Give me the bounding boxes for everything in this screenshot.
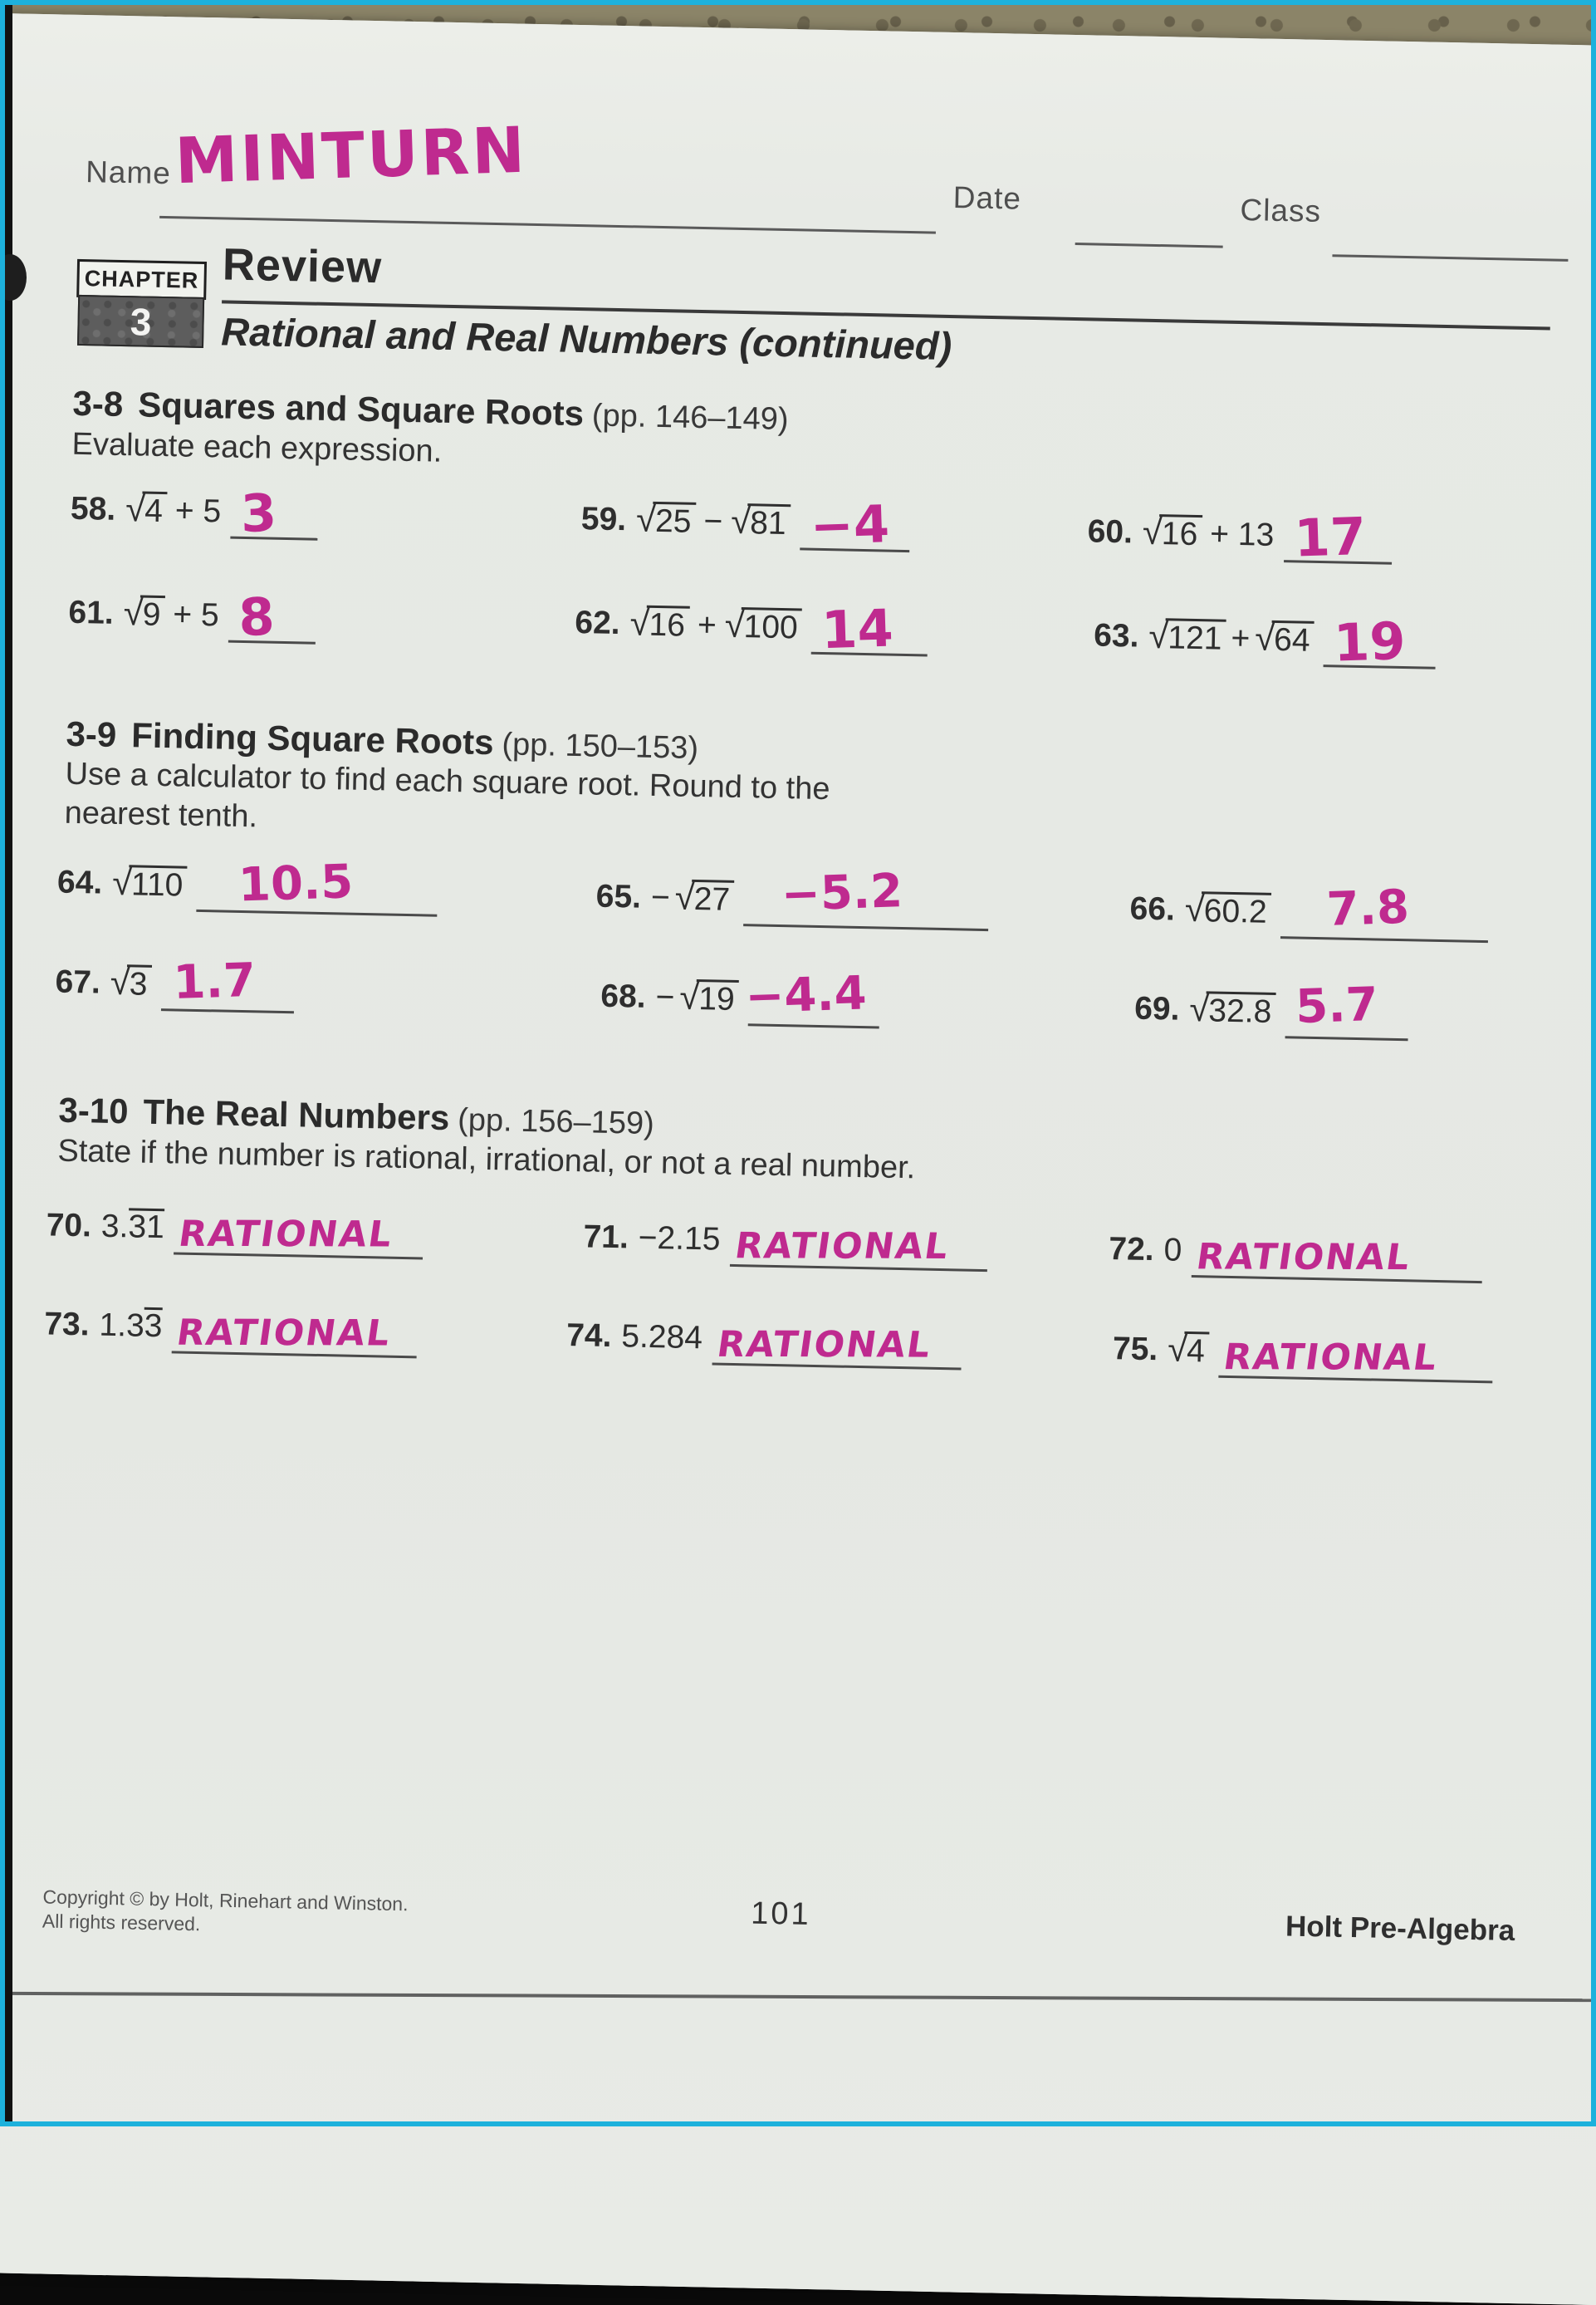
- problem-number: 75.: [1112, 1331, 1158, 1368]
- repeating-bar-digits: 31: [128, 1209, 165, 1246]
- handwritten-answer: 1.7: [172, 953, 257, 1010]
- radical: [724, 607, 802, 646]
- radicand: √ 60.2: [1201, 891, 1271, 930]
- page-number: 101: [750, 1895, 812, 1933]
- handwritten-answer: 8: [237, 586, 276, 649]
- section-3-9-pages: (pp. 150–153): [502, 727, 699, 767]
- section-3-9-title: Finding Square Roots: [130, 715, 495, 763]
- problem-number: 68.: [600, 978, 647, 1015]
- problem-75: [1112, 1330, 1494, 1380]
- section-3-10-instruction: State if the number is rational, irrational, or not a real number.: [57, 1133, 916, 1186]
- handwritten-answer: 7.8: [1325, 880, 1410, 937]
- chapter-badge: [76, 259, 207, 300]
- radicand: √ 64: [1271, 620, 1314, 659]
- answer-blank: [197, 854, 438, 917]
- radicand: √ 3: [126, 964, 152, 1003]
- page-subtitle: Rational and Real Numbers (continued): [220, 309, 952, 369]
- answer-blank: [712, 1323, 962, 1371]
- answer-blank: [1284, 505, 1393, 569]
- handwritten-answer: RATIONAL: [1221, 1336, 1441, 1380]
- name-label: Name: [85, 154, 172, 191]
- handwritten-answer: 17: [1293, 505, 1367, 569]
- number-value: 0: [1163, 1232, 1182, 1268]
- class-line: [1332, 254, 1568, 262]
- answer-blank: [231, 482, 319, 545]
- radicand: √ 100: [741, 607, 802, 645]
- answer-blank: [800, 493, 910, 557]
- answer-blank: [1324, 610, 1437, 674]
- repeating-bar-digits: 3: [144, 1307, 163, 1345]
- number-part: 3.: [100, 1208, 129, 1245]
- problem-number: 61.: [68, 594, 115, 631]
- section-3-8-pages: (pp. 146–149): [591, 398, 789, 438]
- class-label: Class: [1240, 192, 1322, 228]
- radicand: √ 121: [1165, 618, 1226, 656]
- answer-blank: [1285, 977, 1409, 1041]
- answer-blank: [1192, 1235, 1483, 1283]
- radical: [123, 595, 165, 633]
- handwritten-name: MINTURN: [174, 112, 529, 199]
- answer-blank: [1218, 1336, 1493, 1384]
- radicand: √ 4: [142, 492, 168, 530]
- problem-60: [1087, 505, 1392, 569]
- sign: −: [650, 879, 671, 916]
- section-3-10-title: The Real Numbers: [143, 1091, 450, 1138]
- sign: −: [655, 978, 675, 1016]
- handwritten-answer: RATIONAL: [176, 1214, 396, 1256]
- chapter-number-badge: [77, 295, 204, 348]
- radical: [679, 979, 739, 1018]
- problem-65: [595, 863, 989, 923]
- radical: [1255, 620, 1314, 658]
- section-3-10-heading: [58, 1091, 654, 1142]
- problem-74: [565, 1317, 962, 1366]
- worksheet-content: [0, 13, 1596, 2171]
- answer-blank: [811, 597, 928, 661]
- problem-66: [1129, 880, 1489, 937]
- problem-number: 72.: [1108, 1231, 1155, 1268]
- radical: [674, 879, 734, 917]
- radical: [125, 491, 168, 529]
- expression-tail: + 5: [174, 493, 222, 530]
- radical: [1142, 514, 1202, 552]
- radicand: √ 25: [653, 502, 696, 540]
- problem-number: 70.: [46, 1207, 92, 1244]
- radicand: √ 110: [129, 865, 188, 903]
- copyright-line2: All rights reserved.: [42, 1910, 201, 1935]
- handwritten-answer: RATIONAL: [1193, 1236, 1414, 1279]
- handwritten-answer: 14: [820, 597, 895, 661]
- problem-number: 71.: [583, 1219, 629, 1256]
- photo-left-edge: [4, 5, 12, 2121]
- answer-blank: [1280, 880, 1489, 943]
- problem-73: [43, 1305, 418, 1355]
- handwritten-answer: −4.4: [744, 965, 868, 1024]
- radicand: √ 16: [646, 606, 689, 644]
- answer-blank: [743, 863, 989, 931]
- problem-number: 63.: [1093, 617, 1139, 655]
- radicand: √ 27: [691, 880, 734, 918]
- chapter-number: 3: [130, 299, 152, 344]
- problem-71: [583, 1219, 988, 1268]
- answer-blank: [161, 953, 295, 1013]
- problem-number: 74.: [565, 1317, 612, 1355]
- page-title: Review: [222, 239, 383, 293]
- radicand: √ 19: [696, 979, 739, 1018]
- copyright-notice: [42, 1885, 409, 1940]
- problem-number: 58.: [70, 490, 116, 527]
- radical: [1148, 618, 1226, 657]
- radicand: √ 32.8: [1206, 991, 1276, 1030]
- operator: −: [703, 503, 723, 540]
- problem-number: 65.: [595, 878, 642, 915]
- handwritten-answer: 19: [1333, 610, 1407, 674]
- problem-number: 64.: [56, 864, 103, 901]
- problem-number: 67.: [55, 964, 101, 1001]
- radical: [1189, 991, 1276, 1030]
- radical: [629, 605, 689, 643]
- operator: +: [697, 606, 717, 644]
- chapter-badge-label: CHAPTER: [84, 265, 199, 293]
- number-value: [100, 1208, 164, 1247]
- handwritten-answer: −4: [809, 493, 890, 557]
- answer-blank: [228, 586, 316, 649]
- problem-64: [56, 854, 438, 913]
- name-line: [159, 216, 936, 234]
- radicand: √ 81: [747, 503, 791, 542]
- problem-number: 66.: [1129, 890, 1176, 928]
- answer-blank: [174, 1212, 423, 1259]
- handwritten-answer: −5.2: [781, 863, 904, 922]
- expression-tail: + 13: [1209, 516, 1275, 553]
- date-line: [1075, 243, 1223, 248]
- section-3-8-instruction: Evaluate each expression.: [71, 426, 443, 469]
- problem-72: [1108, 1231, 1483, 1279]
- book-title: Holt Pre-Algebra: [1285, 1910, 1515, 1948]
- answer-blank: [172, 1311, 418, 1358]
- section-3-8-title: Squares and Square Roots: [137, 385, 585, 434]
- problem-61: [68, 586, 316, 649]
- number-value: 5.284: [620, 1318, 703, 1356]
- problem-68: [600, 965, 880, 1024]
- handwritten-answer: 10.5: [237, 854, 355, 913]
- operator: +: [1231, 620, 1251, 657]
- problem-number: 73.: [43, 1306, 90, 1343]
- problem-67: [55, 953, 295, 1010]
- problem-58: [70, 482, 319, 545]
- problem-62: [574, 597, 928, 661]
- problem-number: 60.: [1087, 513, 1133, 551]
- radicand: √ 9: [140, 595, 165, 633]
- radical: [110, 964, 152, 1003]
- section-3-10-number: 3-10: [58, 1090, 130, 1131]
- radical: [1168, 1332, 1210, 1370]
- section-3-9-instruction-line2: nearest tenth.: [64, 795, 258, 835]
- answer-blank: [730, 1224, 988, 1272]
- number-value: [99, 1307, 163, 1346]
- radical: [731, 503, 791, 542]
- radical: [1184, 891, 1271, 930]
- handwritten-answer: 3: [239, 482, 278, 545]
- number-part: 1.3: [99, 1307, 145, 1344]
- handwritten-answer: RATIONAL: [174, 1312, 394, 1355]
- section-3-8-number: 3-8: [72, 383, 124, 424]
- handwritten-answer: RATIONAL: [732, 1225, 952, 1268]
- problem-number: 69.: [1133, 990, 1180, 1027]
- problem-59: [580, 493, 910, 557]
- worksheet-paper: [0, 13, 1596, 2305]
- handwritten-answer: 5.7: [1295, 977, 1379, 1034]
- problem-number: 62.: [574, 604, 621, 642]
- radicand: √ 16: [1158, 514, 1202, 552]
- copyright-line1: Copyright © by Holt, Rinehart and Winston.: [42, 1886, 409, 1915]
- problem-63: [1093, 610, 1437, 674]
- radical: [112, 865, 188, 904]
- answer-blank: [744, 965, 880, 1028]
- problem-69: [1133, 977, 1409, 1034]
- problem-70: [46, 1206, 423, 1256]
- section-3-9-instruction-line1: Use a calculator to find each square root. Round to the: [65, 756, 830, 807]
- section-3-10-pages: (pp. 156–159): [457, 1102, 655, 1142]
- problem-number: 59.: [580, 501, 627, 538]
- section-3-9-number: 3-9: [66, 714, 117, 754]
- number-value: −2.15: [638, 1219, 721, 1258]
- radical: [636, 501, 696, 539]
- radicand: √ 4: [1184, 1332, 1210, 1370]
- expression-tail: + 5: [172, 596, 220, 634]
- handwritten-answer: RATIONAL: [714, 1324, 935, 1366]
- date-label: Date: [952, 180, 1022, 216]
